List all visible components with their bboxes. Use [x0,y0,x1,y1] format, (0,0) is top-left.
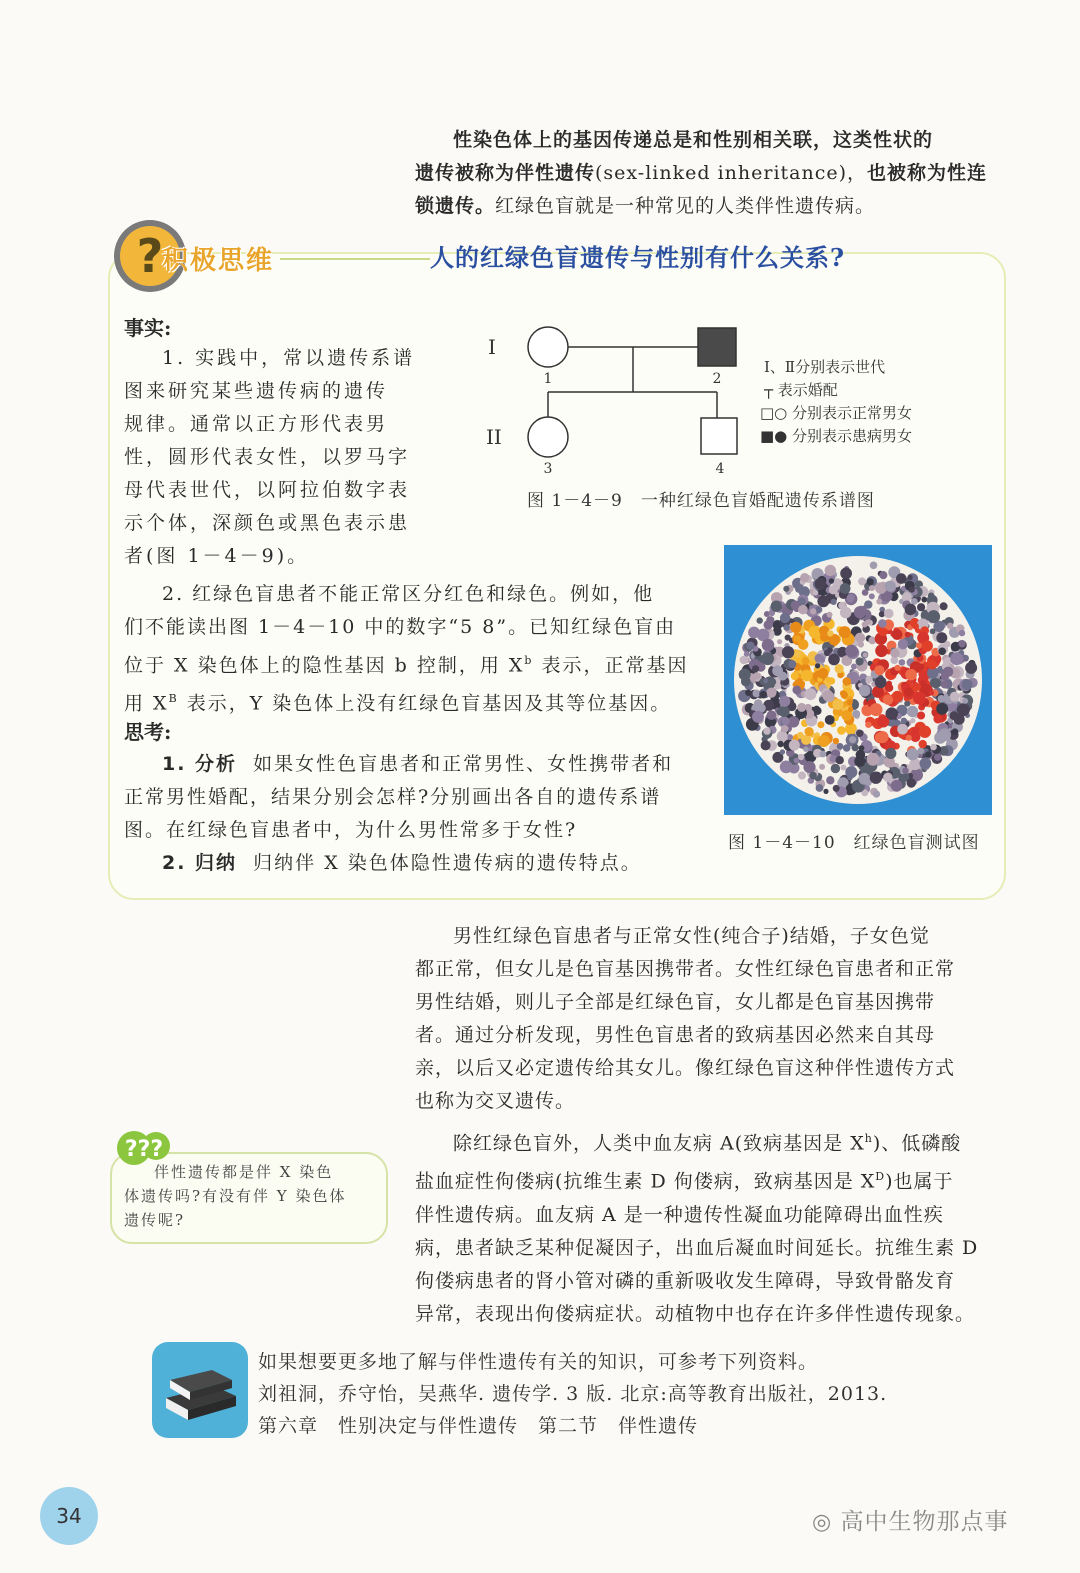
test-dot [777,639,782,644]
fact1-line: 1. 实践中，常以遗传系谱 [162,347,416,369]
test-dot [805,727,814,736]
test-dot [789,740,800,751]
test-dot [855,633,865,643]
fact1-line: 示个体，深颜色或黑色表示患 [124,512,411,534]
test-dot [890,649,899,658]
test-dot [829,585,838,594]
test-dot [922,640,933,651]
reference-line: 刘祖洞，乔守怡，吴燕华. 遗传学. 3 版. 北京:高等教育出版社，2013. [258,1383,888,1405]
test-dot [847,594,855,602]
test-dot [905,632,911,638]
test-dot [851,664,857,670]
test-dot [869,593,875,599]
test-dot [912,623,919,630]
test-dot [801,670,813,682]
test-dot [919,726,931,738]
test-dot [837,726,846,735]
allele-b-sup: b [524,654,534,667]
test-dot [943,667,953,677]
test-dot [856,657,864,665]
test-dot [818,735,830,747]
test-dot [798,639,809,650]
test-dot [814,706,820,712]
test-dot [859,685,871,697]
test-dot [907,706,918,717]
test-dot [761,740,771,750]
intro-line3a: 锁遗传。 [415,195,496,217]
test-dot [805,688,817,700]
test-dot [920,680,926,686]
test-dot [905,669,917,681]
test-dot [862,589,869,596]
test-dot [928,593,935,600]
test-dot [869,585,875,591]
test-dot [913,683,920,690]
side-line: 体遗传吗?有没有伴 Y 染色体 [124,1187,347,1205]
test-dot [797,732,804,739]
side-badge-text: ??? [124,1137,164,1162]
ind1-label: 1 [543,371,553,387]
test-dot [873,791,880,798]
test-dot [938,648,946,656]
test-dot [962,698,968,704]
test-dot [760,691,768,699]
test-dot [907,778,917,788]
allele-D-sup: D [875,1170,886,1184]
test-dot [794,758,800,764]
test-dot [891,780,903,792]
test-dot [809,772,817,780]
ind3-label: 3 [543,461,553,477]
body-line: 都正常，但女儿是色盲基因携带者。女性红绿色盲患者和正常 [415,958,956,980]
think-title: 人的红绿色盲遗传与性别有什么关系? [430,243,846,272]
test-dot [780,749,785,754]
test-dot [837,743,844,750]
test-dot [894,665,900,671]
test-dot [827,647,833,653]
test-dot [931,678,941,688]
test-dot [780,761,793,774]
test-dot [940,602,948,610]
allele-h-sup: h [864,1132,873,1145]
references-text [258,1346,887,1442]
test-dot [802,657,810,665]
test-dot [867,578,874,585]
test-dot [828,654,840,666]
test-dot [826,776,834,784]
test-dot [883,695,893,705]
test-dot [885,748,896,759]
fact1-line: 母代表世代，以阿拉伯数字表 [124,479,411,501]
test-dot [771,601,782,612]
books-icon [152,1342,248,1438]
color-blind-test-plate [724,545,992,815]
color-dots-icon [724,545,992,815]
test-dot [892,629,903,640]
side-line: 遗传呢? [124,1211,186,1229]
badge-symbol: ? [136,229,164,283]
test-dot [863,653,868,658]
test-dot [840,690,846,696]
test-dot [848,707,853,712]
body-line: 男性结婚，则儿子全部是红绿色盲，女儿都是色盲基因携带 [415,991,936,1013]
test-dot [847,699,853,705]
test-dot [944,641,950,647]
test-dot [829,578,834,583]
test-dot [865,722,871,728]
fact2-line: 2. 红绿色盲患者不能正常区分红色和绿色。例如，他 [162,583,655,605]
test-dot [929,690,934,695]
test-dot [740,656,748,664]
test-dot [840,607,852,619]
test-dot [849,736,856,743]
test-dot [840,583,851,594]
test-dot [947,623,953,629]
reference-line: 如果想要更多地了解与伴性遗传有关的知识，可参考下列资料。 [258,1351,819,1373]
test-dot [817,721,824,728]
test-dot [867,753,880,766]
body-tail: )也属于 [885,1170,954,1193]
body-paragraph-1 [415,920,1007,1118]
q1-line: 正常男性婚配，结果分别会怎样?分别画出各自的遗传系谱 [124,786,662,808]
test-dot [825,715,835,725]
test-dot [761,652,774,665]
test-dot [833,738,839,744]
test-dot [763,727,770,734]
test-dot [965,662,977,674]
test-dot [832,699,843,710]
test-dot [827,612,833,618]
body-line: 伴性遗传病。血友病 A 是一种遗传性凝血功能障碍出血性疾 [415,1203,944,1226]
test-dot [739,669,751,681]
test-dot [941,681,949,689]
test-dot [798,772,806,780]
test-dot [854,756,865,767]
body-line: 也称为交叉遗传。 [415,1090,576,1112]
test-dot [909,587,915,593]
test-dot [813,590,819,596]
reference-line: 第六章 性别决定与伴性遗传 第二节 伴性遗传 [258,1415,699,1437]
test-dot [876,599,882,605]
test-dot [764,620,773,629]
test-dot [843,677,852,686]
watermark [812,1503,1009,1536]
consider-heading: 思考: [124,720,172,744]
test-dot [752,665,759,672]
individual-1-circle [528,327,568,367]
pedigree-caption: 图 1－4－9 一种红绿色盲婚配遗传系谱图 [527,491,875,511]
test-dot [827,630,833,636]
test-dot [879,571,887,579]
test-dot [927,610,940,623]
test-dot [816,784,824,792]
test-dot [884,609,894,619]
body-paragraph-2 [415,1122,1007,1331]
test-dot [901,718,907,724]
fact2-line: 们不能读出图 1－4－10 中的数字“5 8”。已知红绿色盲由 [124,616,677,638]
test-dot [892,691,904,703]
test-dot [783,586,789,592]
test-dot [852,744,859,751]
test-dot [790,622,801,633]
fact1-line: 规律。通常以正方形代表男 [124,413,389,435]
test-dot [840,568,852,580]
consider-text [124,748,702,880]
test-dot [816,606,823,613]
test-dot [920,757,932,769]
gen2-label: II [486,425,502,449]
test-dot [875,733,885,743]
test-dot [866,679,871,684]
test-dot [792,686,801,695]
q1-label: 1. 分析 [162,753,238,775]
test-dot [870,772,882,784]
individual-2-square [698,328,736,366]
test-dot [778,706,789,717]
test-dot [781,717,789,725]
intro-line2a: 遗传被称为伴性遗传 [415,162,596,184]
test-dot [962,679,973,690]
test-dot [906,735,912,741]
test-dot [886,707,898,719]
test-dot [904,701,910,707]
fact2-line: 位于 X 染色体上的隐性基因 b 控制，用 X [124,654,525,677]
test-dot [840,765,846,771]
test-dot [782,646,794,658]
test-dot [904,688,913,697]
individual-4-square [701,418,737,454]
test-dot [800,573,809,582]
facts-heading: 事实: [124,316,172,340]
test-dot [875,676,887,688]
test-dot [788,660,796,668]
fact2-tail: 表示，正常基因 [533,654,689,677]
think-label: 积极思维 [162,246,275,276]
test-dot [763,678,768,683]
intro-line1: 性染色体上的基因传递总是和性别相关联，这类性状的 [453,129,934,151]
fact1-line: 图来研究某些遗传病的遗传 [124,380,389,402]
body-line: 病，患者缺乏某种促凝因子，出血后凝血时间延长。抗维生素 D [415,1236,979,1259]
test-dot [885,581,896,592]
intro-line3b: 红绿色盲就是一种常见的人类伴性遗传病。 [495,195,876,217]
test-dot [925,751,932,758]
body-line: 异常，表现出佝偻病症状。动植物中也存在许多伴性遗传现象。 [415,1302,976,1325]
test-dot [858,773,870,785]
fact1-text [124,342,424,573]
fact2-text [124,578,702,721]
test-dot [815,578,827,590]
test-dot [933,715,942,724]
test-dot [810,608,816,614]
test-dot [775,683,782,690]
ind4-label: 4 [715,461,725,477]
legend-line: □○ 分别表示正常男女 [760,404,913,422]
test-dot [950,692,960,702]
think-divider [280,258,430,260]
test-dot [825,565,836,576]
test-dot [836,756,844,764]
test-dot [934,753,941,760]
test-dot [817,595,829,607]
test-dot [919,740,927,748]
test-dot [870,562,878,570]
test-dot [781,725,789,733]
allele-B-sup: B [168,692,179,706]
test-dot [908,575,913,580]
colortest-caption: 图 1－4－10 红绿色盲测试图 [728,833,980,853]
test-dot [766,688,776,698]
fact1-line: 者(图 1－4－9)。 [124,545,310,567]
legend-line: Ⅰ、Ⅱ分别表示世代 [764,358,886,376]
test-dot [934,732,946,744]
test-dot [803,746,809,752]
test-dot [917,712,925,720]
test-dot [848,647,858,657]
test-dot [831,764,840,773]
body-line: 者。通过分析发现，男性色盲患者的致病基因必然来自其母 [415,1024,936,1046]
body-line: 除红绿色盲外，人类中血友病 A(致病基因是 X [453,1132,865,1155]
body-line: 男性红绿色盲患者与正常女性(纯合子)结婚，子女色觉 [453,925,930,947]
fact1-line: 性，圆形代表女性，以罗马字 [124,446,411,468]
intro-paragraph [415,124,1005,223]
test-dot [803,761,815,773]
test-dot [878,619,887,628]
test-dot [902,768,908,774]
test-dot [777,741,783,747]
test-dot [762,639,775,652]
q1-line: 如果女性色盲患者和正常男性、女性携带者和 [253,753,674,775]
body-tail: )、低磷酸 [872,1132,962,1155]
pedigree-diagram [470,320,970,485]
test-dot [819,764,825,770]
body-line: 盐血症性佝偻病(抗维生素 D 佝偻病，致病基因是 X [415,1170,876,1193]
test-dot [752,711,764,723]
test-dot [896,573,907,584]
test-dot [930,744,937,751]
gen1-label: I [488,335,496,359]
test-dot [845,766,857,778]
test-dot [916,642,922,648]
page-number: 34 [40,1487,98,1545]
test-dot [958,640,965,647]
test-dot [779,696,790,707]
legend-line: ┬ 表示婚配 [764,381,838,399]
test-dot [823,789,828,794]
fact2-line: 用 X [124,692,169,715]
test-dot [930,628,936,634]
test-dot [745,690,751,696]
test-dot [959,630,965,636]
intro-term: (sex-linked inheritance)， [595,162,868,184]
test-dot [910,718,915,723]
test-dot [835,664,844,673]
wechat-icon: ◎ [812,1510,833,1535]
test-dot [927,660,937,670]
ind2-label: 2 [712,371,722,387]
test-dot [794,650,802,658]
test-dot [911,598,918,605]
individual-3-circle [528,417,568,457]
test-dot [921,597,927,603]
intro-line2b: 也被称为性连 [867,162,988,184]
watermark-text: 高中生物那点事 [840,1509,1009,1535]
test-dot [870,703,883,716]
test-dot [913,692,926,705]
test-dot [899,659,906,666]
test-dot [797,703,806,712]
test-dot [833,785,840,792]
side-line: 伴性遗传都是伴 X 染色 [154,1163,334,1181]
test-dot [783,624,790,631]
test-dot [823,690,834,701]
test-dot [780,613,790,623]
test-dot [907,748,919,760]
q2-label: 2. 归纳 [162,852,238,874]
test-dot [798,605,808,615]
q1-line: 图。在红绿色盲患者中，为什么男性常多于女性? [124,819,578,841]
test-dot [858,577,866,585]
test-dot [897,724,908,735]
test-dot [874,665,884,675]
test-dot [820,751,827,758]
test-dot [898,639,908,649]
test-dot [936,703,948,715]
side-question-text [124,1160,378,1232]
test-dot [954,714,965,725]
test-dot [815,663,820,668]
test-dot [831,599,837,605]
test-dot [875,645,888,658]
test-dot [950,652,963,665]
test-dot [787,734,793,740]
test-dot [777,731,788,742]
test-dot [856,730,863,737]
test-dot [746,642,754,650]
test-dot [772,665,783,676]
body-line: 亲，以后又必定遗传给其女儿。像红绿色盲这种伴性遗传方式 [415,1057,956,1079]
test-dot [767,710,777,720]
test-dot [952,728,959,735]
test-dot [839,626,851,638]
test-dot [757,617,763,623]
test-dot [905,604,917,616]
test-dot [785,635,791,641]
test-dot [910,732,920,742]
q2-text: 归纳伴 X 染色体隐性遗传病的遗传特点。 [253,852,642,874]
test-dot [862,622,868,628]
test-dot [818,668,829,679]
fact2-tail: 表示，Y 染色体上没有红绿色盲基因及其等位基因。 [178,692,672,715]
test-dot [917,603,925,611]
test-dot [852,710,860,718]
test-dot [791,672,799,680]
test-dot [854,606,866,618]
test-dot [885,684,893,692]
legend-line: ■● 分别表示患病男女 [760,427,913,445]
body-line: 佝偻病患者的肾小管对磷的重新吸收发生障碍，导致骨骼发育 [415,1269,956,1292]
test-dot [883,773,892,782]
test-dot [859,745,865,751]
